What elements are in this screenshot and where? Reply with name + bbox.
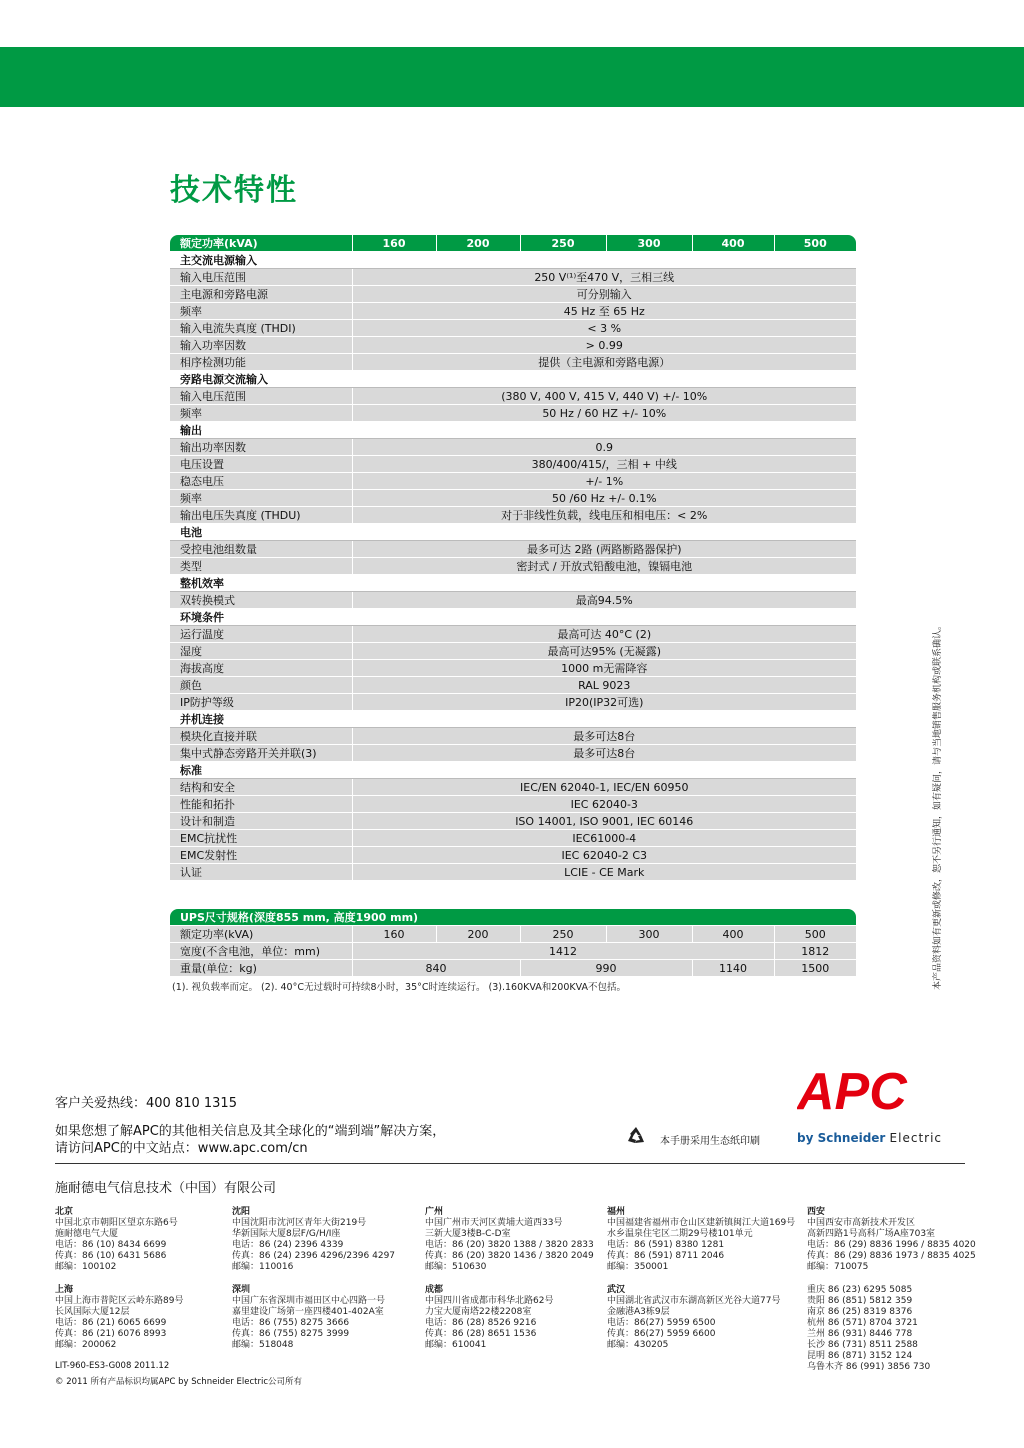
row-value: 最高可达95% (无凝露) xyxy=(352,643,856,660)
by-text: by xyxy=(797,1131,814,1145)
legal-copyright: © 2011 所有产品标识均属APC by Schneider Electric公司所有 xyxy=(55,1377,302,1387)
office-line: 电话：86 (755) 8275 3666 xyxy=(232,1318,350,1328)
section-title: 电池 xyxy=(170,524,856,541)
spec-table xyxy=(170,235,856,881)
model-header: 400 xyxy=(692,235,774,252)
model-cell: 500 xyxy=(774,926,856,943)
row-value: RAL 9023 xyxy=(352,677,856,694)
row-value: 250 V⁽¹⁾至470 V，三相三线 xyxy=(352,269,856,286)
office-line: 中国广东省深圳市福田区中心四路一号 xyxy=(232,1296,386,1306)
page-title: 技术特性 xyxy=(170,173,298,208)
model-header: 300 xyxy=(606,235,692,252)
row-value: (380 V, 400 V, 415 V, 440 V) +/- 10% xyxy=(352,388,856,405)
row-label: 类型 xyxy=(170,558,352,575)
row-label: 主电源和旁路电源 xyxy=(170,286,352,303)
office-city: 广州 xyxy=(425,1207,444,1217)
row-label: 受控电池组数量 xyxy=(170,541,352,558)
office-line: 重庆 86 (23) 6295 5085 xyxy=(807,1285,913,1295)
office-line: 邮编：100102 xyxy=(55,1262,117,1272)
table-row xyxy=(170,660,856,677)
row-label: 湿度 xyxy=(170,643,352,660)
row-label: 集中式静态旁路开关并联(3) xyxy=(170,745,352,762)
office-line: 中国福建省福州市仓山区建新镇闽江大道169号 xyxy=(607,1218,796,1228)
office-line: 华新国际大厦8层F/G/H/I座 xyxy=(232,1229,341,1239)
row-label: 频率 xyxy=(170,405,352,422)
table-row xyxy=(170,286,856,303)
row-value: 最多可达8台 xyxy=(352,745,856,762)
row-label: IP防护等级 xyxy=(170,694,352,711)
office-line: 施耐德电气大厦 xyxy=(55,1229,119,1239)
table-row xyxy=(170,677,856,694)
value-cell: 1500 xyxy=(774,960,856,977)
side-disclaimer-text: 本产品资料如有更新或修改，恕不另行通知，如有疑问，请与当地销售服务机构或联系确认。 xyxy=(933,620,943,990)
row-label: 电压设置 xyxy=(170,456,352,473)
table-row xyxy=(170,626,856,643)
office-line: 电话：86(27) 5959 6500 xyxy=(607,1318,716,1328)
row-value: IP20(IP32可选) xyxy=(352,694,856,711)
section-title: 标准 xyxy=(170,762,856,779)
office-line: 邮编：510630 xyxy=(425,1262,487,1272)
office-line: 长风国际大厦12层 xyxy=(55,1307,130,1317)
model-header: 160 xyxy=(352,235,436,252)
row-value: LCIE - CE Mark xyxy=(352,864,856,881)
apc-logo-text: APC xyxy=(797,1067,907,1113)
office-line: 传真：86(27) 5959 6600 xyxy=(607,1329,716,1339)
office-line: 邮编：350001 xyxy=(607,1262,669,1272)
table-row xyxy=(170,507,856,524)
row-value: 380/400/415/，三相 + 中线 xyxy=(352,456,856,473)
office-line: 邮编：430205 xyxy=(607,1340,669,1350)
table-row xyxy=(170,541,856,558)
table-row xyxy=(170,847,856,864)
row-label: 宽度(不含电池，单位：mm) xyxy=(170,943,352,960)
divider xyxy=(55,1163,965,1164)
table-row xyxy=(170,320,856,337)
office-line: 中国上海市普陀区云岭东路89号 xyxy=(55,1296,184,1306)
row-label: 模块化直接并联 xyxy=(170,728,352,745)
row-value: < 3 % xyxy=(352,320,856,337)
row-label: 频率 xyxy=(170,490,352,507)
office-line: 力宝大厦南塔22楼2208室 xyxy=(425,1307,532,1317)
value-cell: 1812 xyxy=(774,943,856,960)
section-row xyxy=(170,371,856,388)
table-row xyxy=(170,337,856,354)
row-value: IEC 62040-2 C3 xyxy=(352,847,856,864)
row-value: 提供（主电源和旁路电源） xyxy=(352,354,856,371)
row-value: 可分别输入 xyxy=(352,286,856,303)
table-row xyxy=(170,694,856,711)
section-row xyxy=(170,524,856,541)
footnote: (1). 视负载率而定。 (2). 40°C无过载时可持续8小时，35°C时连续运行。 (3).160KVA和200KVA不包括。 xyxy=(172,982,627,993)
office-line: 长沙 86 (731) 8511 2588 xyxy=(807,1340,918,1350)
office-line: 传真：86 (755) 8275 3999 xyxy=(232,1329,350,1339)
website-line[interactable]: 请访问APC的中文站点：www.apc.com/cn xyxy=(55,1141,308,1156)
row-label: 相序检测功能 xyxy=(170,354,352,371)
row-label: 频率 xyxy=(170,303,352,320)
table-row xyxy=(170,303,856,320)
office-line: 水乡温泉住宅区二期29号楼101单元 xyxy=(607,1229,753,1239)
row-label: 输出电压失真度 (THDU) xyxy=(170,507,352,524)
office-block xyxy=(425,1285,553,1351)
model-header: 200 xyxy=(436,235,520,252)
section-title: 输出 xyxy=(170,422,856,439)
section-title: 并机连接 xyxy=(170,711,856,728)
row-value: 对于非线性负载，线电压和相电压：< 2% xyxy=(352,507,856,524)
row-value: 50 Hz / 60 HZ +/- 10% xyxy=(352,405,856,422)
row-label: 输入电流失真度 (THDI) xyxy=(170,320,352,337)
row-value: ISO 14001, ISO 9001, IEC 60146 xyxy=(352,813,856,830)
office-line: 中国西安市高新技术开发区 xyxy=(807,1218,916,1228)
office-block xyxy=(55,1285,183,1351)
row-label: 额定功率(kVA) xyxy=(170,926,352,943)
office-line: 邮编：518048 xyxy=(232,1340,294,1350)
section-title: 旁路电源交流输入 xyxy=(170,371,856,388)
row-label: 海拔高度 xyxy=(170,660,352,677)
office-block xyxy=(232,1207,395,1273)
office-line: 传真：86 (29) 8836 1973 / 8835 4025 xyxy=(807,1251,976,1261)
row-value: 密封式 / 开放式铅酸电池，镍镉电池 xyxy=(352,558,856,575)
office-line: 金融港A3栋9层 xyxy=(607,1307,670,1317)
table-row xyxy=(170,388,856,405)
office-block xyxy=(55,1207,178,1273)
model-cell: 300 xyxy=(606,926,692,943)
row-label: 输入电压范围 xyxy=(170,269,352,286)
office-city: 上海 xyxy=(55,1285,74,1295)
row-value: 1000 m无需降容 xyxy=(352,660,856,677)
office-line: 电话：86 (28) 8526 9216 xyxy=(425,1318,537,1328)
table-row xyxy=(170,490,856,507)
row-label: 输入电压范围 xyxy=(170,388,352,405)
table-row xyxy=(170,943,856,960)
office-line: 电话：86 (20) 3820 1388 / 3820 2833 xyxy=(425,1240,594,1250)
table-row xyxy=(170,354,856,371)
table-row xyxy=(170,813,856,830)
office-city: 成都 xyxy=(425,1285,444,1295)
section-row xyxy=(170,575,856,592)
office-line: 昆明 86 (871) 3152 124 xyxy=(807,1351,913,1361)
office-line: 电话：86 (591) 8380 1281 xyxy=(607,1240,725,1250)
office-line: 杭州 86 (571) 8704 3721 xyxy=(807,1318,918,1328)
table-row xyxy=(170,926,856,943)
recycle-icon xyxy=(623,1124,649,1150)
row-label: EMC抗扰性 xyxy=(170,830,352,847)
table-row xyxy=(170,779,856,796)
hotline: 客户关爱热线：400 810 1315 xyxy=(55,1096,237,1111)
row-label: 运行温度 xyxy=(170,626,352,643)
table-row xyxy=(170,592,856,609)
office-line: 邮编：610041 xyxy=(425,1340,487,1350)
top-green-banner xyxy=(0,47,1024,107)
model-cell: 250 xyxy=(520,926,606,943)
office-line: 南京 86 (25) 8319 8376 xyxy=(807,1307,913,1317)
row-label: 设计和制造 xyxy=(170,813,352,830)
office-line: 中国沈阳市沈河区青年大街219号 xyxy=(232,1218,367,1228)
row-value: IEC/EN 62040-1, IEC/EN 60950 xyxy=(352,779,856,796)
office-line: 电话：86 (10) 8434 6699 xyxy=(55,1240,167,1250)
row-value: 最多可达 2路 (两路断路器保护) xyxy=(352,541,856,558)
model-header: 250 xyxy=(520,235,606,252)
office-line: 中国湖北省武汉市东湖高新区光谷大道77号 xyxy=(607,1296,781,1306)
office-city: 西安 xyxy=(807,1207,826,1217)
row-label: 性能和拓扑 xyxy=(170,796,352,813)
office-line: 传真：86 (591) 8711 2046 xyxy=(607,1251,725,1261)
dimension-header: UPS尺寸规格(深度855 mm, 高度1900 mm) xyxy=(170,909,856,926)
section-row xyxy=(170,609,856,626)
section-title: 主交流电源输入 xyxy=(170,252,856,269)
row-label: 重量(单位：kg) xyxy=(170,960,352,977)
eco-paper-note: 本手册采用生态纸印刷 xyxy=(660,1136,760,1147)
section-row xyxy=(170,762,856,779)
office-line: 乌鲁木齐 86 (991) 3856 730 xyxy=(807,1362,931,1372)
office-line: 传真：86 (28) 8651 1536 xyxy=(425,1329,537,1339)
row-value: 最多可达8台 xyxy=(352,728,856,745)
office-city: 北京 xyxy=(55,1207,74,1217)
row-value: IEC61000-4 xyxy=(352,830,856,847)
section-title: 环境条件 xyxy=(170,609,856,626)
row-label: 颜色 xyxy=(170,677,352,694)
office-city: 福州 xyxy=(607,1207,626,1217)
row-value: 0.9 xyxy=(352,439,856,456)
table-row xyxy=(170,473,856,490)
model-cell: 400 xyxy=(692,926,774,943)
office-line: 邮编：110016 xyxy=(232,1262,294,1272)
office-block xyxy=(425,1207,594,1273)
office-city: 深圳 xyxy=(232,1285,251,1295)
row-label: 双转换模式 xyxy=(170,592,352,609)
office-line: 传真：86 (24) 2396 4296/2396 4297 xyxy=(232,1251,396,1261)
value-cell: 1412 xyxy=(352,943,774,960)
row-label: EMC发射性 xyxy=(170,847,352,864)
electric-text: Electric xyxy=(889,1131,943,1145)
header-label: 额定功率(kVA) xyxy=(170,235,352,252)
section-row xyxy=(170,711,856,728)
table-header-row xyxy=(170,235,856,252)
schneider-brand xyxy=(797,1131,942,1145)
row-value: 50 /60 Hz +/- 0.1% xyxy=(352,490,856,507)
table-row xyxy=(170,864,856,881)
office-line: 电话：86 (21) 6065 6699 xyxy=(55,1318,167,1328)
table-row xyxy=(170,439,856,456)
office-line: 中国四川省成都市科华北路62号 xyxy=(425,1296,554,1306)
side-disclaimer xyxy=(918,620,958,990)
table-row xyxy=(170,456,856,473)
info-line: 如果您想了解APC的其他相关信息及其全球化的“端到端”解决方案， xyxy=(55,1124,446,1139)
table-row xyxy=(170,745,856,762)
table-row xyxy=(170,643,856,660)
model-header: 500 xyxy=(774,235,856,252)
legal-code: LIT-960-ES3-G008 2011.12 xyxy=(55,1361,170,1371)
value-cell: 990 xyxy=(520,960,692,977)
row-value: IEC 62040-3 xyxy=(352,796,856,813)
office-block xyxy=(807,1285,930,1373)
section-title: 整机效率 xyxy=(170,575,856,592)
office-line: 高新四路1号高科广场A座703室 xyxy=(807,1229,936,1239)
office-line: 邮编：710075 xyxy=(807,1262,869,1272)
table-row xyxy=(170,405,856,422)
office-line: 电话：86 (29) 8836 1996 / 8835 4020 xyxy=(807,1240,976,1250)
company-name: 施耐德电气信息技术（中国）有限公司 xyxy=(55,1181,277,1196)
office-line: 传真：86 (21) 6076 8993 xyxy=(55,1329,167,1339)
row-value: > 0.99 xyxy=(352,337,856,354)
office-block xyxy=(607,1207,795,1273)
office-line: 中国北京市朝阳区望京东路6号 xyxy=(55,1218,178,1228)
row-value: 最高可达 40°C (2) xyxy=(352,626,856,643)
office-city: 武汉 xyxy=(607,1285,626,1295)
row-value: 45 Hz 至 65 Hz xyxy=(352,303,856,320)
value-cell: 840 xyxy=(352,960,520,977)
office-line: 传真：86 (10) 6431 5686 xyxy=(55,1251,167,1261)
office-block xyxy=(807,1207,976,1273)
table-row xyxy=(170,728,856,745)
row-label: 认证 xyxy=(170,864,352,881)
office-line: 兰州 86 (931) 8446 778 xyxy=(807,1329,913,1339)
section-row xyxy=(170,252,856,269)
schneider-text: Schneider xyxy=(817,1131,886,1145)
row-label: 结构和安全 xyxy=(170,779,352,796)
office-line: 电话：86 (24) 2396 4339 xyxy=(232,1240,344,1250)
row-label: 输出功率因数 xyxy=(170,439,352,456)
row-label: 输入功率因数 xyxy=(170,337,352,354)
row-value: 最高94.5% xyxy=(352,592,856,609)
section-row xyxy=(170,422,856,439)
dimension-table xyxy=(170,909,856,977)
office-line: 贵阳 86 (851) 5812 359 xyxy=(807,1296,913,1306)
table-row xyxy=(170,558,856,575)
office-line: 传真：86 (20) 3820 1436 / 3820 2049 xyxy=(425,1251,594,1261)
table-row xyxy=(170,960,856,977)
office-block xyxy=(232,1285,385,1351)
row-value: +/- 1% xyxy=(352,473,856,490)
office-block xyxy=(607,1285,780,1351)
table-row xyxy=(170,269,856,286)
value-cell: 1140 xyxy=(692,960,774,977)
table-row xyxy=(170,796,856,813)
office-line: 中国广州市天河区黄埔大道西33号 xyxy=(425,1218,563,1228)
table-row xyxy=(170,830,856,847)
model-cell: 160 xyxy=(352,926,436,943)
row-label: 稳态电压 xyxy=(170,473,352,490)
model-cell: 200 xyxy=(436,926,520,943)
office-line: 三新大厦3楼B-C-D室 xyxy=(425,1229,511,1239)
office-line: 邮编：200062 xyxy=(55,1340,117,1350)
office-city: 沈阳 xyxy=(232,1207,251,1217)
apc-logo xyxy=(797,1067,965,1113)
office-line: 嘉里建设广场第一座四楼401-402A室 xyxy=(232,1307,384,1317)
